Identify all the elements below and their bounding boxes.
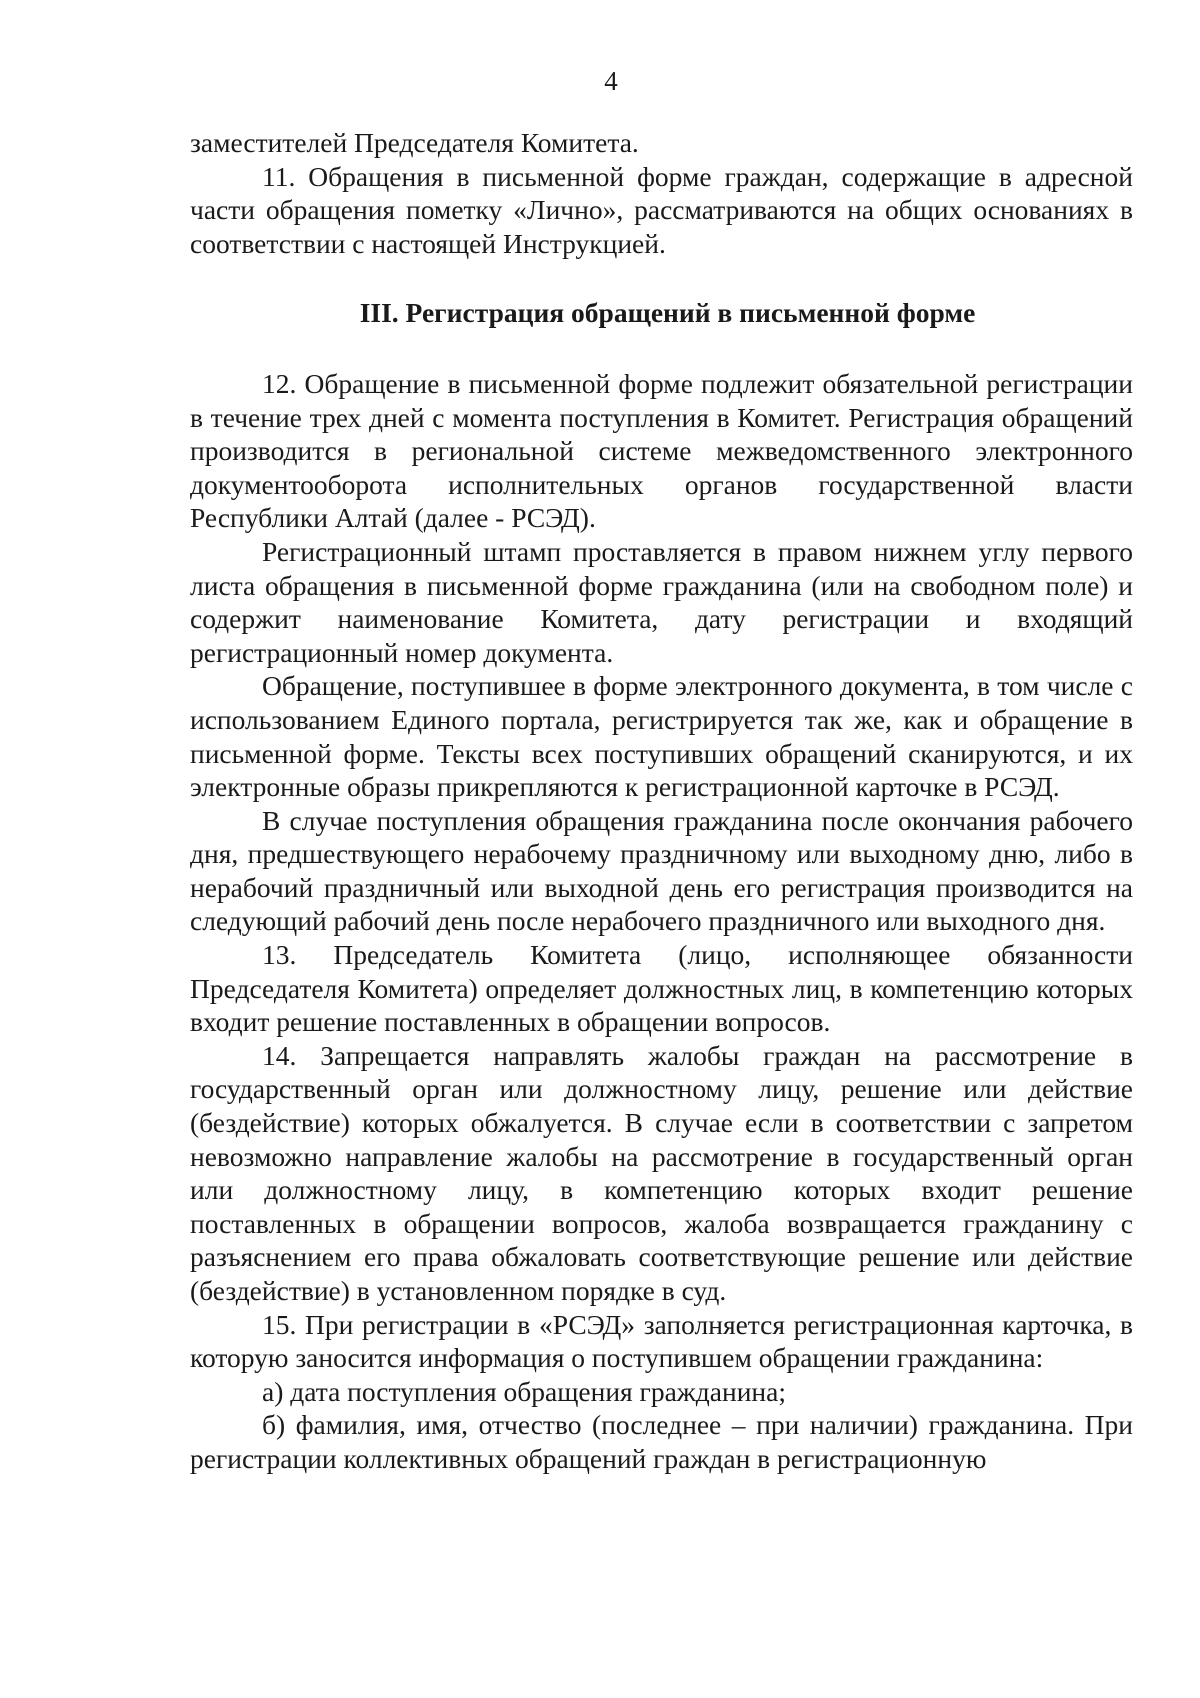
paragraph-15: 15. При регистрации в «РСЭД» заполняется регистрационная карточка, в которую заносится информация о поступившем обращении гражданина: (190, 1308, 1133, 1374)
paragraph-15-item-a: а) дата поступления обращения гражданина; (262, 1375, 786, 1407)
paragraph-11: 11. Обращения в письменной форме граждан, содержащие в адресной части обращения пометку «Лично», рассматриваются на общих основаниях в соответствии с настоящей Инструкцией. (190, 160, 1133, 259)
section-heading: III. Регистрация обращений в письменной форме (359, 297, 976, 329)
paragraph-14: 14. Запрещается направлять жалобы граждан на рассмотрение в государственный орган или должностному лицу, решение или действие (бездействие) которых обжалуется. В случае если в соответствии с запретом невозможно направление жалобы на рассмотрение в государственный орган или должностному лицу, в компетенцию которых входит решение поставленных в обращении вопросов, жалоба возвращается гражданину с разъяснением его права обжаловать соответствующие решение или действие (бездействие) в установленном порядке в суд. (190, 1039, 1133, 1306)
paragraph-12: 12. Обращение в письменной форме подлежит обязательной регистрации в течение трех дней с момента поступления в Комитет. Регистрация обращений производится в региональной системе межведомственного электронного документооборота исполнительных органов государственной власти Республики Алтай (далее - РСЭД). (190, 367, 1133, 534)
page-number: 4 (604, 66, 618, 96)
paragraph-12-holiday: В случае поступления обращения гражданина после окончания рабочего дня, предшествующего нерабочему праздничному или выходному дню, либо в нерабочий праздничный или выходной день его регистрация производится на следующий рабочий день после нерабочего праздничного или выходного дня. (190, 804, 1133, 937)
document-body (190, 126, 1133, 1476)
paragraph-12-stamp: Регистрационный штамп проставляется в правом нижнем углу первого листа обращения в письменной форме гражданина (или на свободном поле) и содержит наименование Комитета, дату регистрации и входящий регистрационный номер документа. (190, 535, 1133, 668)
paragraph-continuation: заместителей Председателя Комитета. (190, 127, 639, 158)
paragraph-15-item-b: б) фамилия, имя, отчество (последнее – при наличии) гражданина. При регистрации коллективных обращений граждан в регистрационную (190, 1409, 1133, 1474)
paragraph-13: 13. Председатель Комитета (лицо, исполняющее обязанности Председателя Комитета) определяет должностных лиц, в компетенцию которых входит решение поставленных в обращении вопросов. (190, 939, 1133, 1038)
paragraph-12-electronic: Обращение, поступившее в форме электронного документа, в том числе с использованием Единого портала, регистрируется так же, как и обращение в письменной форме. Тексты всех поступивших обращений сканируются, и их электронные образы прикрепляются к регистрационной карточке в РСЭД. (190, 670, 1133, 803)
